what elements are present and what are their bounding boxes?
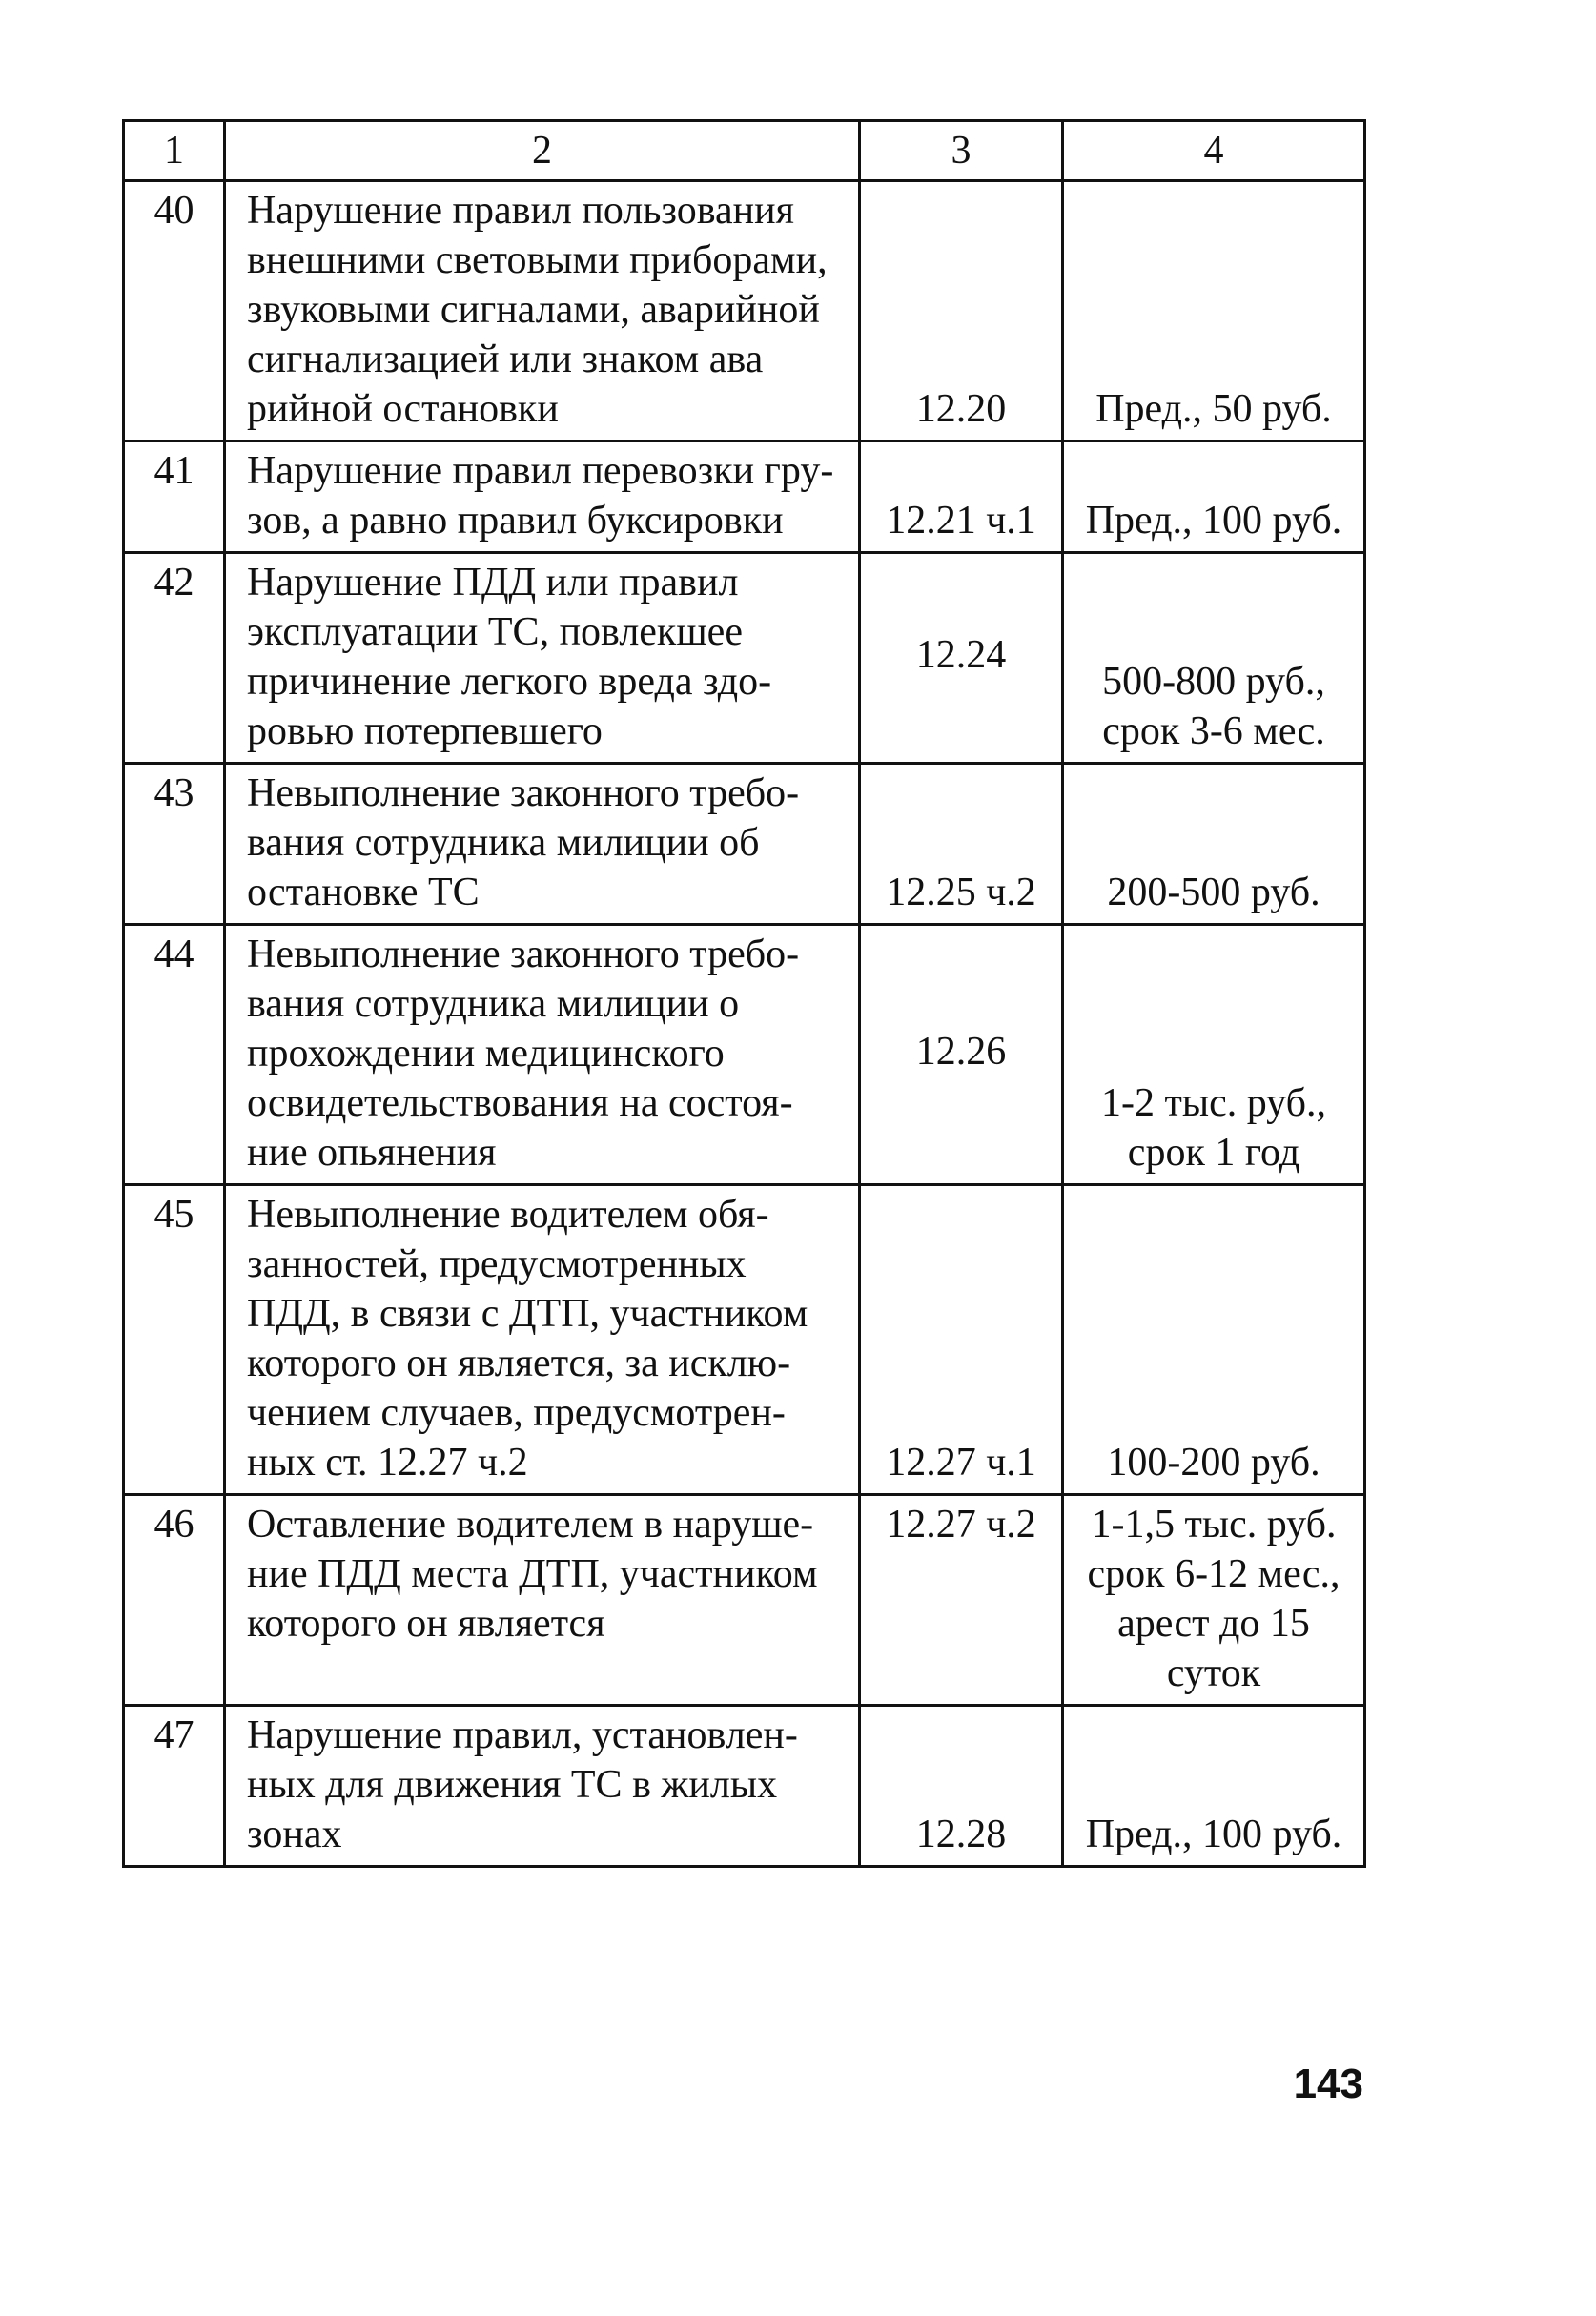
penalty — [1063, 1495, 1365, 1706]
row-number: 41 — [124, 441, 225, 553]
column-header-2: 2 — [225, 121, 860, 181]
penalty — [1063, 441, 1365, 553]
offense-description — [225, 1495, 860, 1706]
description-line: Нарушение правил перевозки гру- — [247, 449, 834, 493]
penalty — [1063, 1185, 1365, 1495]
article-reference: 12.27 ч.2 — [860, 1495, 1063, 1706]
penalty — [1063, 1706, 1365, 1867]
column-header-4: 4 — [1063, 121, 1365, 181]
description-line: Невыполнение водителем обя- — [247, 1193, 769, 1237]
table-header-row — [124, 121, 1365, 181]
penalty — [1063, 764, 1365, 925]
offense-description — [225, 553, 860, 764]
description-line: зов, а равно правил буксировки — [247, 499, 784, 543]
penalty-line: Пред., 50 руб. — [1095, 387, 1332, 431]
article-reference: 12.21 ч.1 — [860, 441, 1063, 553]
penalty-line: 1-2 тыс. руб., — [1101, 1081, 1326, 1125]
description-line: сигнализацией или знаком ава — [247, 338, 764, 381]
description-line: Невыполнение законного требо- — [247, 933, 800, 976]
description-line: внешними световыми приборами, — [247, 238, 828, 282]
offense-description — [225, 1706, 860, 1867]
offense-description — [225, 764, 860, 925]
description-line: зонах — [247, 1813, 342, 1856]
offense-description — [225, 441, 860, 553]
offense-description — [225, 181, 860, 441]
description-line: эксплуатации ТС, повлекшее — [247, 610, 743, 654]
offense-description — [225, 1185, 860, 1495]
article-reference: 12.28 — [860, 1706, 1063, 1867]
penalty-line: 1-1,5 тыс. руб. — [1091, 1503, 1337, 1547]
description-line: которого он является — [247, 1602, 605, 1646]
column-header-3: 3 — [860, 121, 1063, 181]
description-line: прохождении медицинского — [247, 1032, 725, 1076]
penalty — [1063, 553, 1365, 764]
description-line: остановке ТС — [247, 871, 480, 914]
offenses-table — [122, 119, 1366, 1868]
row-number: 47 — [124, 1706, 225, 1867]
page-number: 143 — [1293, 2060, 1363, 2107]
description-line: вания сотрудника милиции об — [247, 821, 760, 865]
row-number: 42 — [124, 553, 225, 764]
description-line: ние опьянения — [247, 1131, 497, 1175]
row-number: 40 — [124, 181, 225, 441]
penalty — [1063, 181, 1365, 441]
article-reference: 12.26 — [860, 925, 1063, 1185]
description-line: ных для движения ТС в жилых — [247, 1763, 778, 1807]
description-line: Нарушение правил, установлен- — [247, 1713, 798, 1757]
row-number: 45 — [124, 1185, 225, 1495]
penalty-line: 200-500 руб. — [1107, 871, 1320, 914]
table-row — [124, 553, 1365, 764]
row-number: 43 — [124, 764, 225, 925]
description-line: ных ст. 12.27 ч.2 — [247, 1441, 528, 1485]
penalty-line: Пред., 100 руб. — [1085, 1813, 1342, 1856]
table-row — [124, 441, 1365, 553]
description-line: вания сотрудника милиции о — [247, 982, 740, 1026]
description-line: причинение легкого вреда здо- — [247, 660, 772, 704]
table-row — [124, 1185, 1365, 1495]
penalty-line: Пред., 100 руб. — [1085, 499, 1342, 543]
row-number: 46 — [124, 1495, 225, 1706]
table-row — [124, 925, 1365, 1185]
penalty-line: 100-200 руб. — [1107, 1441, 1320, 1485]
description-line: звуковыми сигналами, аварийной — [247, 288, 820, 332]
description-line: рийной остановки — [247, 387, 559, 431]
description-line: ПДД, в связи с ДТП, участником — [247, 1292, 808, 1336]
table-row — [124, 764, 1365, 925]
penalty-line: срок 1 год — [1127, 1131, 1300, 1175]
description-line: ровью потерпевшего — [247, 709, 603, 753]
description-line: Нарушение ПДД или правил — [247, 561, 739, 605]
column-header-1: 1 — [124, 121, 225, 181]
article-reference: 12.24 — [860, 553, 1063, 764]
description-line: которого он является, за исклю- — [247, 1342, 791, 1385]
description-line: чением случаев, предусмотрен- — [247, 1391, 786, 1435]
description-line: ние ПДД места ДТП, участником — [247, 1552, 818, 1596]
article-reference: 12.25 ч.2 — [860, 764, 1063, 925]
table-row — [124, 1495, 1365, 1706]
penalty-line: срок 3-6 мес. — [1102, 709, 1325, 753]
penalty — [1063, 925, 1365, 1185]
description-line: занностей, предусмотренных — [247, 1242, 747, 1286]
row-number: 44 — [124, 925, 225, 1185]
description-line: Нарушение правил пользования — [247, 189, 794, 233]
article-reference: 12.20 — [860, 181, 1063, 441]
penalty-line: 500-800 руб., — [1102, 660, 1325, 704]
description-line: Невыполнение законного требо- — [247, 771, 800, 815]
penalty-line: срок 6-12 мес., — [1087, 1552, 1340, 1596]
table-row — [124, 1706, 1365, 1867]
offense-description — [225, 925, 860, 1185]
description-line: освидетельствования на состоя- — [247, 1081, 793, 1125]
penalty-line: арест до 15 — [1117, 1602, 1310, 1646]
table-row — [124, 181, 1365, 441]
article-reference: 12.27 ч.1 — [860, 1185, 1063, 1495]
penalty-line: суток — [1166, 1651, 1261, 1695]
description-line: Оставление водителем в наруше- — [247, 1503, 814, 1547]
